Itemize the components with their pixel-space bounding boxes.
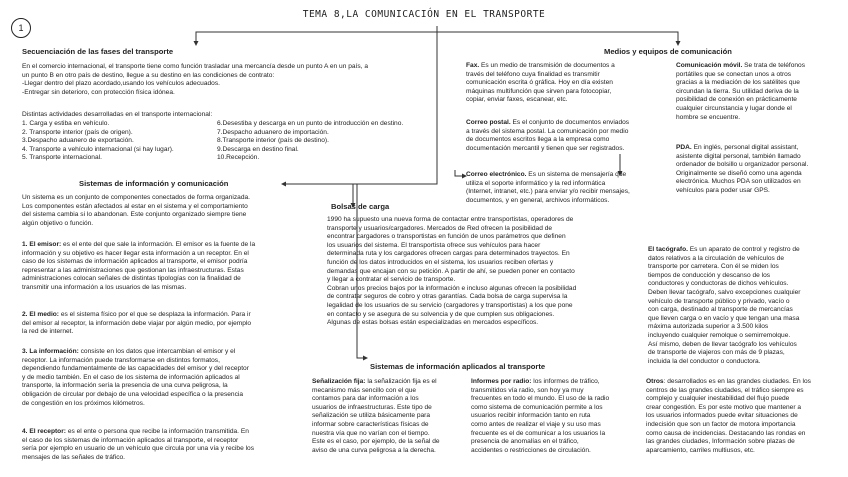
text-line: informar sobre características físicas de	[312, 420, 429, 428]
comunicacion-movil-label: Comunicación móvil.	[676, 62, 743, 69]
sistemas-transporte-heading: Sistemas de información aplicados al transporte	[370, 362, 546, 371]
text-line: es el ente del que sale la información. El emisor es la fuente de la	[61, 241, 256, 248]
text-line: mecanismo más sencillo con el que	[312, 386, 417, 394]
medio-paragraph	[22, 311, 251, 337]
text-line: legalidad de los usuarios de su servicio (cargadores y transportistas) a los que pone	[327, 301, 573, 309]
text-line: transporte y usuarios/cargadores. Mercados de Red ofrecen la posibilidad de	[327, 224, 553, 232]
text-line: encontrar cargadores o transportistas en función de unos parámetros que definen	[327, 233, 566, 241]
text-line: través del teléfono cuya finalidad es transmitir	[466, 70, 600, 78]
text-line: en contacto y se asegura de su solvencia y de que cumplen sus obligaciones.	[327, 310, 555, 318]
text-line: consiste en los datos que intercambian el emisor y el	[78, 348, 236, 355]
text-line: de documentos escritos llega a la empresa como	[466, 136, 610, 144]
text-line: máxima autorizada superior a 3.500 kilos	[648, 323, 769, 331]
section-number: 1	[11, 18, 31, 38]
text-line: mensajes de las señales de tráfico.	[22, 453, 125, 461]
text-line: como sistema de comunicación permite a los	[471, 403, 603, 411]
emisor-label: 1. El emisor:	[22, 241, 62, 248]
secuenciacion-heading: Secuenciación de las fases del transporte	[22, 47, 174, 56]
text-line: y de medio también. En el caso de los sistema de información aplicados al	[22, 373, 240, 381]
activities-intro: Distintas actividades desarrolladas en el transporte internacional:	[22, 111, 213, 118]
text-line: es el sistema físico por el que se desplaza la información. Para ir	[59, 311, 251, 318]
text-line: : desarrollados es en las grandes ciudades. En los	[663, 378, 811, 385]
text-line: del sistema cambia si lo abandonan. Este conjunto organizado siempre tiene	[22, 211, 247, 219]
text-line: determinada ruta y los cargadores ofrecen cargas para determinados trayectos. En	[327, 250, 570, 258]
text-line: a través del sistema postal. La comunicación por medio	[466, 127, 629, 135]
text-line: incluyendo cualquier remolque o semirremolque.	[648, 331, 791, 339]
page-title: TEMA 8,LA COMUNICACIÓN EN EL TRANSPORTE	[302, 9, 546, 20]
text-line: con carga, destinado al transporte de mercancías	[648, 306, 793, 314]
text-line: los usuarios informados puede evitar situaciones de	[646, 412, 798, 420]
text-line: de transporte de viajeros con más de 9 plazas,	[648, 349, 785, 357]
text-line: usuarios recibir información tanto en ruta	[471, 412, 591, 420]
list-item: 1. Carga y estiba en vehículo.	[22, 120, 110, 127]
senalizacion-label: Señalización fija:	[312, 378, 366, 385]
text-line: la señalización fija es el	[365, 378, 437, 385]
medio-label: 2. El medio:	[22, 311, 60, 318]
text-line: vehículos para poder usar GPS.	[676, 186, 770, 194]
text-line: Originalmente se diseñó como una agenda	[676, 169, 802, 177]
list-item: 6.Desestiba y descarga en un punto de introducción en destino.	[217, 120, 404, 127]
text-line: (Internet, intranet, etc.) para enviar y/o recibir mensajes,	[466, 188, 630, 196]
text-line: ordenador de bolsillo u organizador personal.	[676, 161, 809, 169]
text-line: un punto B en otro país de destino, llegue a su destino en las condiciones de contrato:	[22, 71, 275, 79]
text-line: usuarios de infraestructuras. Este tipo de	[312, 403, 432, 411]
text-line: como antes de realizar el viaje y su uso mas	[471, 420, 601, 428]
text-line: Algunas de estas bolsas están especializadas en mercados específicos.	[327, 319, 539, 327]
text-line: dependiendo fundamentalmente de las capacidades del emisor y del receptor	[22, 365, 249, 373]
informacion-label: 3. La información:	[22, 348, 79, 355]
text-line: Los componentes están afectados al estar en el sistema y el comportamiento	[22, 202, 248, 210]
text-line: Un sistema es un conjunto de componentes conectados de forma organizada.	[22, 194, 250, 201]
receptor-label: 4. El receptor:	[22, 428, 66, 435]
text-line: frecuentes en todo el mundo. El uso de la radio	[471, 395, 610, 403]
list-item: 7.Despacho aduanero de importación.	[217, 128, 329, 136]
senalizacion-paragraph	[312, 378, 440, 455]
text-line: transmitidos vía radio, son hoy ya muy	[471, 386, 584, 394]
tacografo-label: El tacógrafo.	[648, 246, 688, 253]
text-line: caso de los sistemas de información aplicados al transporte, el emisor podría	[22, 258, 248, 266]
text-line: contamos para dar información a los	[312, 395, 419, 403]
text-line: copiar, enviar faxes, escanear, etc.	[466, 96, 568, 104]
activities-list-left	[22, 120, 174, 163]
text-line: la red de internet.	[22, 328, 74, 336]
text-line: y llegar a contratar el servicio de transporte.	[327, 276, 456, 284]
activities-list-right	[217, 120, 403, 163]
list-item: 2. Transporte interior (país de origen).	[22, 128, 133, 136]
list-item: 4. Transporte a vehículo internacional (si hay lugar).	[22, 145, 174, 153]
text-line: indecisión que son un factor de motora importancia	[646, 420, 796, 428]
radio-label: Informes por radio:	[471, 378, 532, 385]
text-line: transporte por carretera. Con él se miden los	[648, 263, 779, 271]
text-line: hombre se encuentre.	[676, 113, 741, 121]
text-line: información y su objetivo es hacer llegar esta información a un receptor. En el	[22, 249, 249, 257]
list-item: 10.Recepción.	[217, 154, 260, 162]
text-line: Cobran unos precios bajos por la información e incluso algunas ofrecen la posibilidad	[327, 284, 577, 292]
text-line: circundan la tierra. Su utilidad deriva de la	[676, 87, 799, 95]
fax-paragraph	[466, 62, 615, 105]
text-line: utiliza el soporte informático y la red informática	[466, 179, 606, 187]
text-line: complejo y cualquier inestabilidad del flujo puede	[646, 395, 790, 403]
text-line: Se trata de teléfonos	[742, 62, 806, 69]
pda-label: PDA.	[676, 144, 692, 151]
correo-postal-paragraph	[466, 119, 629, 153]
text-line: vehículo de transporte público y privado, vacío o	[648, 297, 790, 305]
text-line: del emisor al receptor, la información debe viajar por algún medio, por ejemplo	[22, 319, 252, 327]
text-line: conductores y conductoras de dichos vehículos.	[648, 280, 789, 288]
correo-electronico-label: Correo electrónico.	[466, 171, 527, 178]
text-line: función de los datos introducidos en el sistema, los usuarios reciben ofertas y	[327, 258, 554, 266]
text-line: Es un sistema de mensajería que	[526, 171, 627, 178]
text-line: tiempos de conducción y descanso de los	[648, 271, 771, 279]
text-line: los informes de tráfico,	[531, 378, 600, 385]
text-line: asistente digital personal, también llamado	[676, 152, 801, 160]
medios-heading: Medios y equipos de comunicación	[604, 47, 732, 56]
pda-paragraph	[676, 144, 808, 196]
text-line: posibilidad de conexión en prácticamente	[676, 96, 797, 104]
text-line: representar a las administraciones que gestionan las infraestructuras. Estas	[22, 266, 244, 274]
text-line: cualquier circunstancia y lugar donde el	[676, 104, 792, 112]
text-line: los usuarios del sistema. El transportista ofrece sus vehículos para hacer	[327, 241, 541, 249]
text-line: incluida la del conductor o conductora.	[648, 357, 761, 365]
text-line: -Llegar dentro del plazo acordado,usando los vehículos adecuados.	[22, 80, 220, 88]
text-line: máquinas multifunción que sirven para fotocopiar,	[466, 87, 612, 95]
text-line: de contratar seguros de cobro y otras garantías. Cada bolsa de carga supervisa la	[327, 293, 568, 301]
receptor-paragraph	[22, 428, 254, 462]
list-item: 5. Transporte internacional.	[22, 154, 102, 162]
text-line: obligación de circular por debajo de una velocidad específica o la presencia	[22, 390, 244, 398]
radio-paragraph	[471, 378, 609, 455]
otros-paragraph	[646, 378, 811, 455]
informacion-paragraph	[22, 348, 249, 408]
text-line: Deben llevar tacógrafo, salvo excepciones cualquier	[648, 288, 801, 296]
text-line: frecuente es el de comunicar a los usuarios la	[471, 429, 606, 437]
text-line: portátiles que se conectan unos a otros	[676, 70, 792, 78]
list-item: 9.Descarga en destino final.	[217, 145, 299, 153]
text-line: accidentes o restricciones de circulación.	[471, 446, 591, 454]
text-line: comunicación escrita ó gráfica. Hoy en día existen	[466, 79, 613, 87]
list-item: 3.Despacho aduanero de exportación.	[22, 137, 134, 145]
text-line: En inglés, personal digital assistant,	[691, 144, 799, 151]
text-line: administraciones colocan señales de distintas tipologías con la finalidad de	[22, 275, 241, 283]
text-line: Así mismo, deben de llevar tacógrafo los vehículos	[648, 340, 797, 348]
text-line: las grandes ciudades, Información sobre plazas de	[646, 438, 795, 446]
text-line: transporte, la información sería la presencia de una curva peligrosa, la	[22, 382, 228, 390]
otros-label: Otros	[646, 378, 664, 385]
text-line: datos relativos a la circulación de vehículos de	[648, 254, 784, 262]
text-line: Es un medio de transmisión de documentos a	[479, 62, 615, 69]
bolsas-heading: Bolsas de carga	[331, 202, 390, 211]
list-item: 8.Transporte interior (país de destino).	[217, 137, 329, 145]
correo-electronico-paragraph	[466, 171, 630, 205]
bolsas-paragraph	[327, 216, 576, 328]
text-line: documentos, y en general, archivos informáticos.	[466, 196, 610, 204]
text-line: señalización se utiliza básicamente para	[312, 412, 431, 420]
text-line: Es un aparato de control y registro de	[687, 246, 800, 253]
text-line: gracias a la mediación de los satélites que	[676, 79, 800, 87]
secuenciacion-intro	[22, 63, 368, 97]
text-line: -Entregar sin deterioro, con protección física idónea.	[22, 88, 175, 96]
sistemas-intro	[22, 194, 250, 228]
text-line: aviso de una curva peligrosa a la derecha.	[312, 446, 436, 454]
text-line: presencia de anomalías en el tráfico,	[471, 438, 579, 446]
text-line: crear congestión. Es por este motivo que mantener a	[646, 403, 802, 411]
text-line: documentación mercantil y tienen que ser registrados.	[466, 144, 625, 152]
tacografo-paragraph	[648, 246, 800, 366]
text-line: que lleven carga o en vacío y que tengan una masa	[648, 314, 800, 322]
text-line: 1990 ha supuesto una nueva forma de contactar entre transportistas, operadores de	[327, 216, 574, 223]
emisor-paragraph	[22, 241, 255, 293]
text-line: Es el conjunto de documentos enviados	[510, 119, 630, 126]
text-line: como causa de incidencias. Destacando las rondas en	[646, 429, 806, 437]
text-line: receptor. La información puede transformarse en distintos formatos,	[22, 356, 220, 364]
text-line: nuestra vía que no varían con el tiempo.	[312, 429, 430, 437]
text-line: algún objetivo o función.	[22, 219, 94, 227]
text-line: es el ente o persona que recibe la información transmitida. En	[65, 428, 249, 435]
text-line: Este es el caso, por ejemplo, de la señal de	[312, 438, 440, 446]
text-line: transmitir una información a los usuarios de las mismas.	[22, 283, 187, 291]
text-line: aparcamiento, carriles multiusos, etc.	[646, 446, 755, 454]
text-line: el caso de los sistemas de información aplicados al transporte, el receptor	[22, 436, 239, 444]
comunicacion-movil-paragraph	[676, 62, 805, 122]
text-line: centros de las grandes ciudades, el tráfico siempre es	[646, 386, 804, 394]
text-line: demandas que encajan con su petición. A partir de ahí, se pueden poner en contacto	[327, 267, 575, 275]
sistemas-heading: Sistemas de información y comunicación	[79, 179, 229, 188]
text-line: electrónica. Muchos PDA son utilizados en	[676, 178, 801, 186]
text-line: En el comercio internacional, el transporte tiene como función trasladar una mercancía desde un punto A en un país, a	[22, 63, 369, 70]
text-line: de congestión en los próximos kilómetros.	[22, 399, 145, 407]
text-line: sería por ejemplo en usuario de un vehículo que circula por una vía y recibe los	[22, 445, 255, 453]
fax-label: Fax.	[466, 62, 480, 69]
correo-postal-label: Correo postal.	[466, 119, 511, 126]
